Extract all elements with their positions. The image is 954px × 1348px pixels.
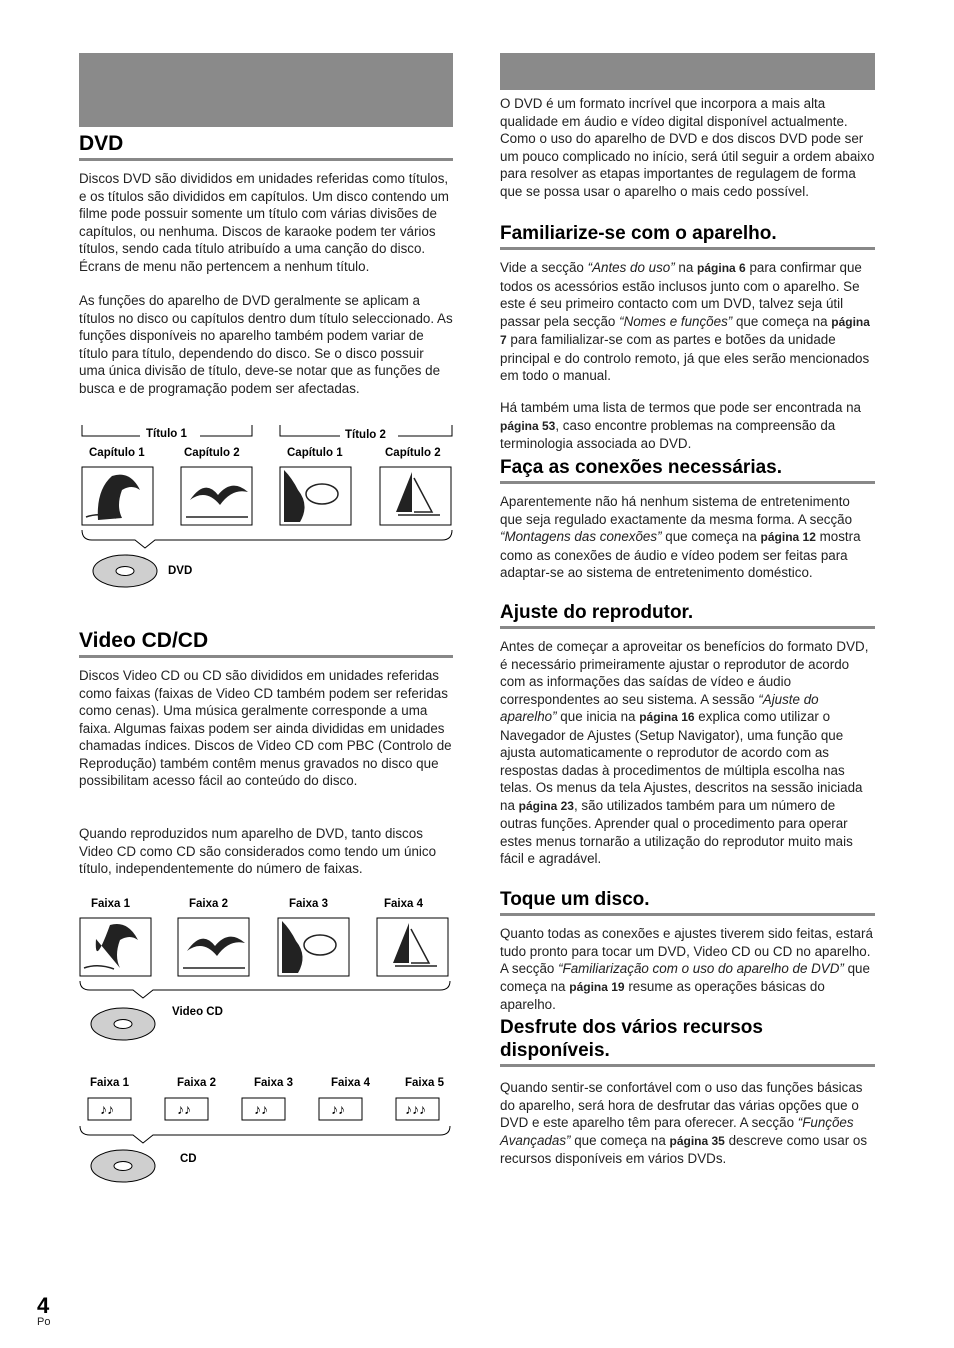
page-language-code: Po [37,1316,51,1328]
dvd-title-1-label: Título 1 [146,428,187,440]
dvd-disc-label: DVD [168,565,193,577]
section-setup-paragraph: Antes de começar a aproveitar os benefícios do formato DVD, é necessário primeiramente ajustar o reprodutor de acordo com as informações das saídas de vídeo e áudio correspondentes ao seu sistema. A sessão “Ajuste do aparelho” que inicia na página 16 explica como utilizar o Navegador de Ajustes (Setup Navigator), uma função que ajusta automaticamente o reprodutor de acordo com as respostas dadas à procedimentos de múltipla escolha nas telas. Os menus da tela Ajustes, descritos na sessão iniciada na página 23, são utilizados também para um número de outras funções. Aprender qual o procedimento para operar estes menus tornarão a utilização do reprodutor muito mais fácil e agradável. [500,639,869,866]
dvd-chapter-label: Capítulo 1 [287,447,343,459]
cd-track-label: Faixa 4 [331,1077,370,1089]
section-play-heading: Toque um disco. [500,888,875,916]
dvd-heading: DVD [79,132,453,161]
cd-track-label: Faixa 1 [90,1077,129,1089]
dvd-chapter-label: Capítulo 2 [385,447,441,459]
cd-disc-label: CD [180,1153,197,1165]
dvd-title-2-label: Título 2 [345,429,386,441]
section-play-paragraph: Quanto todas as conexões e ajustes tiverem sido feitas, estará tudo pronto para tocar um DVD, Video CD ou CD no aparelho. A secção “Familiarização com o uso do aparelho de DVD” que começa na página 19 resume as operações básicas do aparelho. [500,926,873,1012]
vcd-disc-label: Video CD [172,1006,223,1018]
music-note-icon: ♪♪ [254,1101,268,1117]
dvd-chapter-label: Capítulo 2 [184,447,240,459]
dvd-paragraph-1: Discos DVD são divididos em unidades referidas como títulos, e os títulos são divididos em capítulos. Um disco contendo um filme pode possuir somente um título com várias divisões de capítulos, ou nenhuma. Discos de karaoke podem ter vários títulos, sendo cada título atribuído a uma canção do disco. Écrans de menu não pertencem a nenhum título. [79,171,449,274]
cd-track-label: Faixa 3 [254,1077,293,1089]
vcd-paragraph-2: Quando reproduzidos num aparelho de DVD, tanto discos Video CD como CD são considerados como tendo um único título, independentemente do número de faixas. [79,826,437,876]
section-features-heading: Desfrute dos vários recursos disponíveis. [500,1016,875,1067]
music-note-icon: ♪♪ [177,1101,191,1117]
dvd-chapter-label: Capítulo 1 [89,447,145,459]
section-familiarize-paragraph-1: Vide a secção “Antes do uso” na página 6 para confirmar que todos os acessórios estão inclusos junto com o aparelho. Se este é seu primeiro contacto com um DVD, talvez seja útil passar pela secção “Nomes e funções” que começa na página 7 para familializar-se com as partes e botões da unidade principal e do controlo remoto, já que eles serão mencionados em todo o manual. [500,260,870,383]
intro-paragraph: O DVD é um formato incrível que incorpora a mais alta qualidade em áudio e vídeo digital disponível actualmente. Como o uso do aparelho de DVD e dos discos DVD pode ser um pouco complicado no início, será útil seguir a ordem abaixo para resolver as etapas importantes de regulagem de forma que se possa usar o aparelho o mais cedo possível. [500,96,875,199]
vcd-track-label: Faixa 1 [91,898,130,910]
cd-track-label: Faixa 2 [177,1077,216,1089]
music-note-icon: ♪♪ [100,1101,114,1117]
vcd-track-label: Faixa 4 [384,898,423,910]
vcd-paragraph-1: Discos Video CD ou CD são divididos em unidades referidas como faixas (faixas de Video CD também podem ser referidas como cenas). Uma música geralmente corresponde a uma faixa. Algumas faixas podem ser ainda divididas em unidades chamadas índices. Discos de Video CD com PBC (Controlo de Reprodução) também contêm menus gravados no disco que possibilitam acesso fácil ao conteúdo do disco. [79,668,452,788]
music-note-icon: ♪♪ [331,1101,345,1117]
section-familiarize-paragraph-2: Há também uma lista de termos que pode ser encontrada na página 53, caso encontre problemas na compreensão da terminologia associada ao DVD. [500,400,862,451]
vcd-track-label: Faixa 2 [189,898,228,910]
vcd-track-label: Faixa 3 [289,898,328,910]
music-note-icon: ♪♪♪ [405,1101,426,1117]
section-connections-paragraph: Aparentemente não há nenhum sistema de entretenimento que seja regulado exactamente da mesma forma. A secção “Montagens das conexões” que começa na página 12 mostra como as conexões de áudio e vídeo podem ser feitas para adaptar-se ao sistema de entretenimento doméstico. [500,494,861,580]
page-number: 4 [37,1293,50,1318]
cd-track-label: Faixa 5 [405,1077,444,1089]
section-features-paragraph: Quando sentir-se confortável com o uso das funções básicas do aparelho, será hora de desfrutar das várias opções que o DVD e este aparelho têm para oferecer. A secção “Funções Avançadas” que começa na página 35 descreve como usar os recursos disponíveis em vários DVDs. [500,1080,868,1166]
section-setup-heading: Ajuste do reprodutor. [500,601,875,629]
dvd-paragraph-2: As funções do aparelho de DVD geralmente se aplicam a títulos no disco ou capítulos dentro dum título seleccionado. As funções disponíveis no aparelho também podem variar de título para título, dependendo do disco. Se o disco possuir uma única divisão de título, deve-se notar que as funções de busca e de programação podem ser afectadas. [79,293,453,396]
vcd-heading: Video CD/CD [79,629,453,658]
section-connections-heading: Faça as conexões necessárias. [500,456,875,484]
section-familiarize-heading: Familiarize-se com o aparelho. [500,222,875,250]
